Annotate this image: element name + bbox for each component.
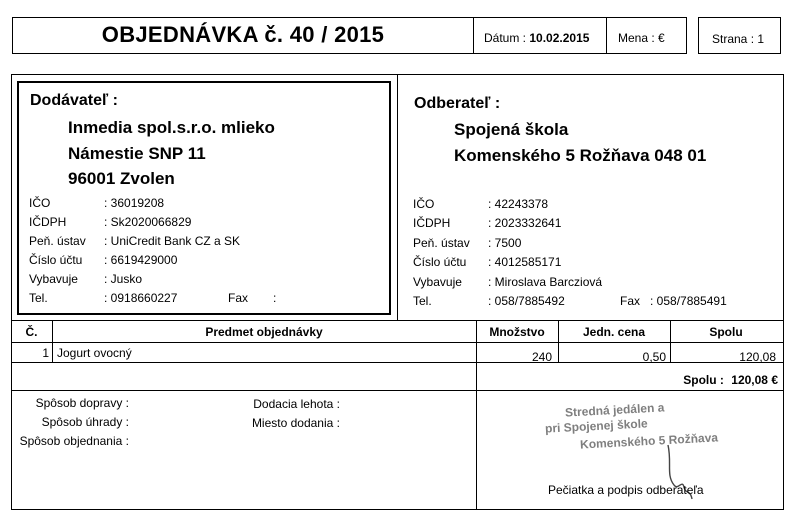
supplier-fax-value: : (273, 291, 277, 305)
col-no-header: Č. (25, 325, 38, 339)
customer-account-value: : 4012585171 (488, 255, 562, 269)
supplier-street: Námestie SNP 11 (68, 144, 206, 163)
customer-contact-label: Vybavuje (413, 275, 462, 289)
sum-value: 120,08 € (731, 373, 778, 387)
supplier-bank-label: Peň. ústav (29, 234, 86, 248)
row-item: Jogurt ovocný (57, 346, 132, 360)
ordering-label: Spôsob objednania : (19, 434, 129, 448)
delivery-term-label: Dodacia lehota : (253, 397, 340, 411)
payment-label: Spôsob úhrady : (41, 415, 129, 429)
col-total-header: Spolu (709, 325, 743, 339)
col-item-header: Predmet objednávky (205, 325, 323, 339)
table-row-line (11, 362, 784, 363)
row-qty: 240 (531, 350, 552, 364)
sum-field (560, 373, 778, 387)
customer-phone-label: Tel. (413, 294, 432, 308)
customer-fax-value: : 058/7885491 (650, 294, 727, 308)
date-field (484, 31, 589, 45)
customer-icdph-value: : 2023332641 (488, 216, 562, 230)
customer-phone-value: : 058/7885492 (488, 294, 565, 308)
customer-name: Spojená škola (454, 120, 569, 139)
customer-address: Komenského 5 Rožňava 048 01 (454, 146, 707, 165)
row-no: 1 (42, 346, 49, 360)
transport-label: Spôsob dopravy : (35, 396, 129, 410)
row-unit: 0,50 (642, 350, 666, 364)
date-label: Dátum : (484, 31, 527, 45)
row-total: 120,08 (739, 350, 776, 364)
customer-icdph-label: IČDPH (413, 216, 451, 230)
supplier-icdph-value: : Sk2020066829 (104, 215, 192, 229)
customer-bank-value: : 7500 (488, 236, 522, 250)
supplier-ico-label: IČO (29, 196, 51, 210)
signature-label: Pečiatka a podpis odberateľa (548, 483, 704, 497)
supplier-city: 96001 Zvolen (68, 169, 175, 188)
table-top-line (11, 320, 784, 321)
supplier-icdph-label: IČDPH (29, 215, 67, 229)
order-title: OBJEDNÁVKA č. 40 / 2015 (101, 22, 385, 47)
page-value: 1 (757, 32, 765, 46)
currency-field (618, 31, 665, 45)
customer-ico-label: IČO (413, 197, 435, 211)
supplier-phone-label: Tel. (29, 291, 48, 305)
page-label: Strana : (712, 32, 755, 46)
supplier-bank-value: : UniCredit Bank CZ a SK (104, 234, 241, 248)
stamp-line-1: Stredná jedálen a (564, 400, 665, 420)
supplier-contact-value: : Jusko (104, 272, 143, 286)
currency-label: Mena : (618, 31, 655, 45)
sum-label: Spolu : (683, 373, 724, 387)
supplier-contact-label: Vybavuje (29, 272, 78, 286)
supplier-fax-label: Fax (228, 291, 249, 305)
supplier-phone-value: : 0918660227 (104, 291, 178, 305)
customer-bank-label: Peň. ústav (413, 236, 470, 250)
customer-fax-label: Fax (620, 294, 641, 308)
sum-box-left (476, 362, 477, 510)
supplier-ico-value: : 36019208 (104, 196, 165, 210)
stamp-line-2: pri Spojenej škole (544, 416, 648, 436)
table-header-line (11, 342, 784, 343)
customer-account-label: Číslo účtu (413, 255, 467, 269)
currency-value: € (658, 31, 665, 45)
supplier-account-label: Číslo účtu (29, 253, 83, 267)
supplier-name: Inmedia spol.s.r.o. mlieko (68, 118, 275, 137)
customer-heading: Odberateľ : (414, 95, 501, 112)
col-unit-header: Jedn. cena (582, 325, 646, 339)
delivery-place-label: Miesto dodania : (251, 416, 340, 430)
parties-divider (397, 74, 398, 321)
customer-contact-value: : Miroslava Barcziová (488, 275, 603, 289)
date-value: 10.02.2015 (529, 31, 590, 45)
table-sum-line (11, 390, 784, 391)
stamp-line-3: Komenského 5 Rožňava (579, 430, 719, 452)
col-qty-header: Množstvo (489, 325, 545, 339)
page-field (712, 32, 764, 46)
supplier-heading: Dodávateľ : (30, 92, 118, 109)
supplier-account-value: : 6619429000 (104, 253, 178, 267)
customer-ico-value: : 42243378 (488, 197, 549, 211)
